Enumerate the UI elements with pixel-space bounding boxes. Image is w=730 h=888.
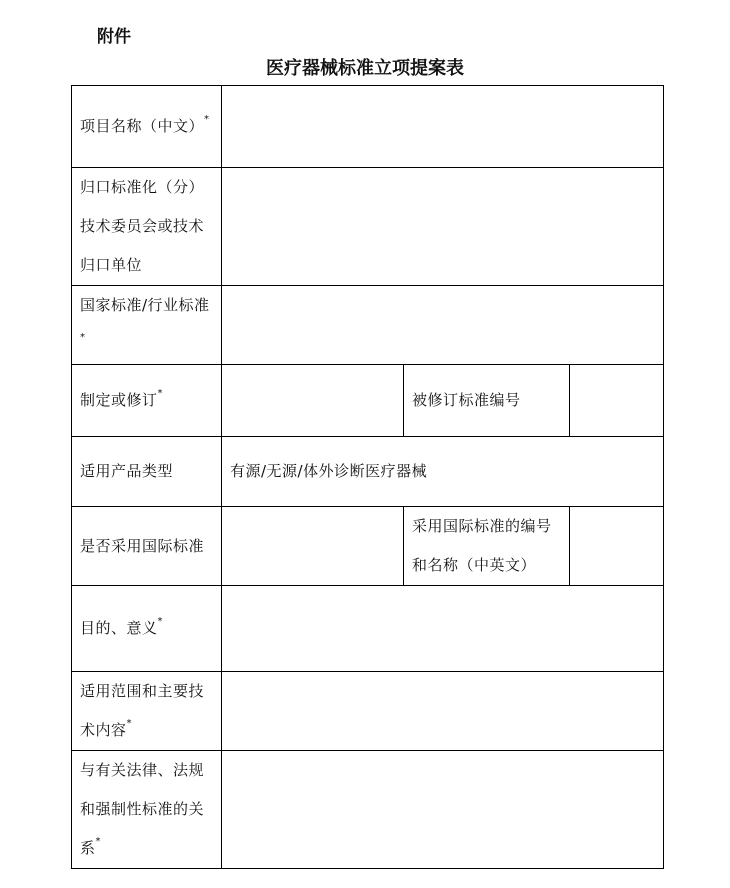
project-name-label: 项目名称（中文）* bbox=[72, 86, 222, 168]
purpose-field[interactable] bbox=[222, 586, 664, 672]
table-row bbox=[72, 437, 664, 507]
purpose-label: 目的、意义* bbox=[72, 586, 222, 672]
required-mark: * bbox=[126, 718, 133, 729]
table-row bbox=[72, 168, 664, 286]
table-row bbox=[72, 86, 664, 168]
required-mark: * bbox=[157, 388, 164, 399]
project-name-field[interactable] bbox=[222, 86, 664, 168]
relation-field[interactable] bbox=[222, 751, 664, 869]
make-revise-field[interactable] bbox=[222, 365, 404, 437]
intl-standard-label: 是否采用国际标准 bbox=[72, 507, 222, 586]
required-mark: * bbox=[204, 114, 210, 125]
standard-type-field[interactable] bbox=[222, 286, 664, 365]
product-type-label: 适用产品类型 bbox=[72, 437, 222, 507]
required-mark: * bbox=[95, 836, 102, 847]
proposal-form-table bbox=[71, 85, 664, 869]
intl-standard-number-label: 采用国际标准的编号和名称（中英文） bbox=[404, 507, 570, 586]
scope-label: 适用范围和主要技术内容* bbox=[72, 672, 222, 751]
table-row bbox=[72, 365, 664, 437]
required-mark: * bbox=[157, 616, 164, 627]
table-row bbox=[72, 751, 664, 869]
committee-field[interactable] bbox=[222, 168, 664, 286]
table-row bbox=[72, 586, 664, 672]
attachment-label: 附件 bbox=[97, 27, 131, 47]
intl-standard-number-field[interactable] bbox=[570, 507, 664, 586]
make-revise-label: 制定或修订* bbox=[72, 365, 222, 437]
relation-label: 与有关法律、法规和强制性标准的关系* bbox=[72, 751, 222, 869]
table-row bbox=[72, 286, 664, 365]
required-mark: * bbox=[80, 332, 86, 343]
intl-standard-field[interactable] bbox=[222, 507, 404, 586]
table-row bbox=[72, 672, 664, 751]
product-type-value[interactable]: 有源/无源/体外诊断医疗器械 bbox=[222, 437, 664, 507]
revised-standard-number-field[interactable] bbox=[570, 365, 664, 437]
revised-standard-number-label: 被修订标准编号 bbox=[404, 365, 570, 437]
committee-label: 归口标准化（分）技术委员会或技术归口单位 bbox=[72, 168, 222, 286]
scope-field[interactable] bbox=[222, 672, 664, 751]
table-row bbox=[72, 507, 664, 586]
standard-type-label: 国家标准/行业标准* bbox=[72, 286, 222, 365]
form-title: 医疗器械标准立项提案表 bbox=[266, 58, 464, 79]
